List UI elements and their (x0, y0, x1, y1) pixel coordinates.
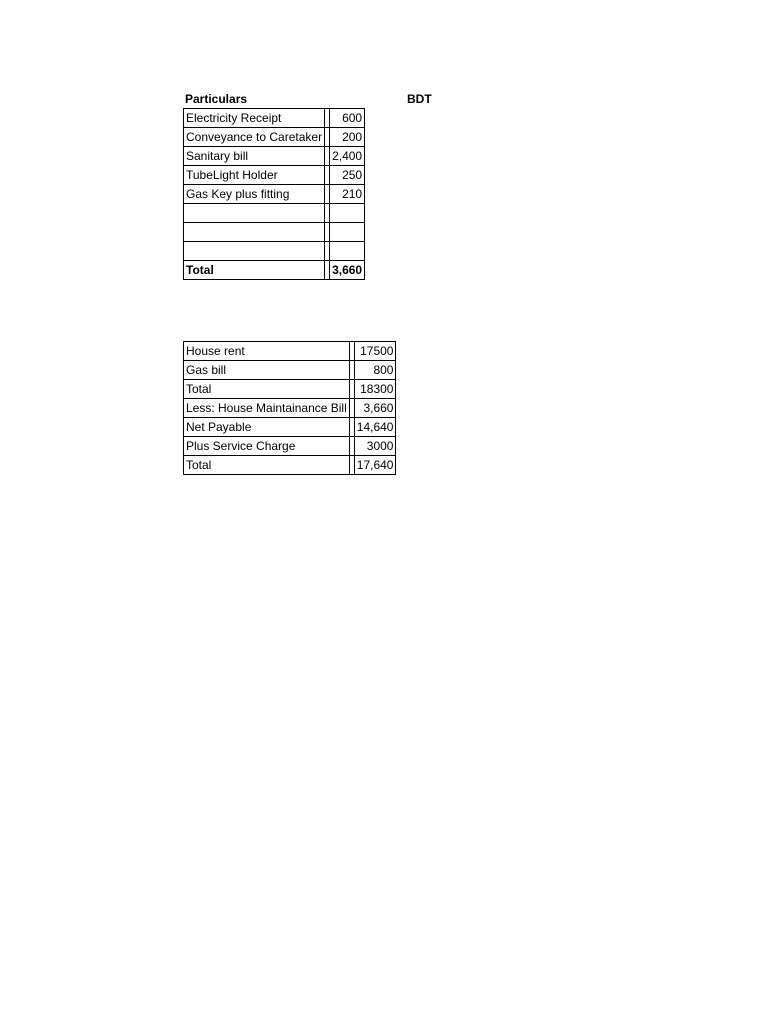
table-row (184, 147, 365, 166)
row-amount: 3,660 (354, 399, 396, 418)
row-amount: 210 (330, 185, 365, 204)
row-label: TubeLight Holder (184, 166, 325, 185)
table-row (184, 418, 396, 437)
particulars-header: Particulars (185, 92, 248, 106)
table-row (184, 166, 365, 185)
row-amount: 14,640 (354, 418, 396, 437)
row-label: Total (184, 380, 350, 399)
total-row (184, 261, 365, 280)
table-row (184, 380, 396, 399)
row-label: Less: House Maintainance Bill (184, 399, 350, 418)
row-amount: 17500 (354, 342, 396, 361)
table-row (184, 128, 365, 147)
row-amount (330, 204, 365, 223)
table-row (184, 185, 365, 204)
row-label (184, 242, 325, 261)
total-amount: 3,660 (330, 261, 365, 280)
table-row (184, 456, 396, 475)
row-amount: 2,400 (330, 147, 365, 166)
table-row (184, 361, 396, 380)
currency-header: BDT (407, 92, 432, 106)
row-amount (330, 242, 365, 261)
row-amount: 600 (330, 109, 365, 128)
table-row (184, 204, 365, 223)
table-row (184, 109, 365, 128)
table-row (184, 399, 396, 418)
row-amount: 18300 (354, 380, 396, 399)
row-label: Gas bill (184, 361, 350, 380)
row-label: Plus Service Charge (184, 437, 350, 456)
row-amount: 200 (330, 128, 365, 147)
row-label: Conveyance to Caretaker (184, 128, 325, 147)
row-label: Gas Key plus fitting (184, 185, 325, 204)
row-amount: 3000 (354, 437, 396, 456)
table-row (184, 437, 396, 456)
row-label: Total (184, 456, 350, 475)
table-row (184, 342, 396, 361)
row-amount (330, 223, 365, 242)
row-label (184, 204, 325, 223)
row-label: Net Payable (184, 418, 350, 437)
total-label: Total (184, 261, 325, 280)
row-amount: 17,640 (354, 456, 396, 475)
row-amount: 250 (330, 166, 365, 185)
row-label: House rent (184, 342, 350, 361)
row-label (184, 223, 325, 242)
header-row (183, 91, 463, 107)
table-row (184, 242, 365, 261)
row-label: Electricity Receipt (184, 109, 325, 128)
expenses-table (183, 108, 365, 280)
row-label: Sanitary bill (184, 147, 325, 166)
row-amount: 800 (354, 361, 396, 380)
table-row (184, 223, 365, 242)
rent-table (183, 341, 396, 475)
